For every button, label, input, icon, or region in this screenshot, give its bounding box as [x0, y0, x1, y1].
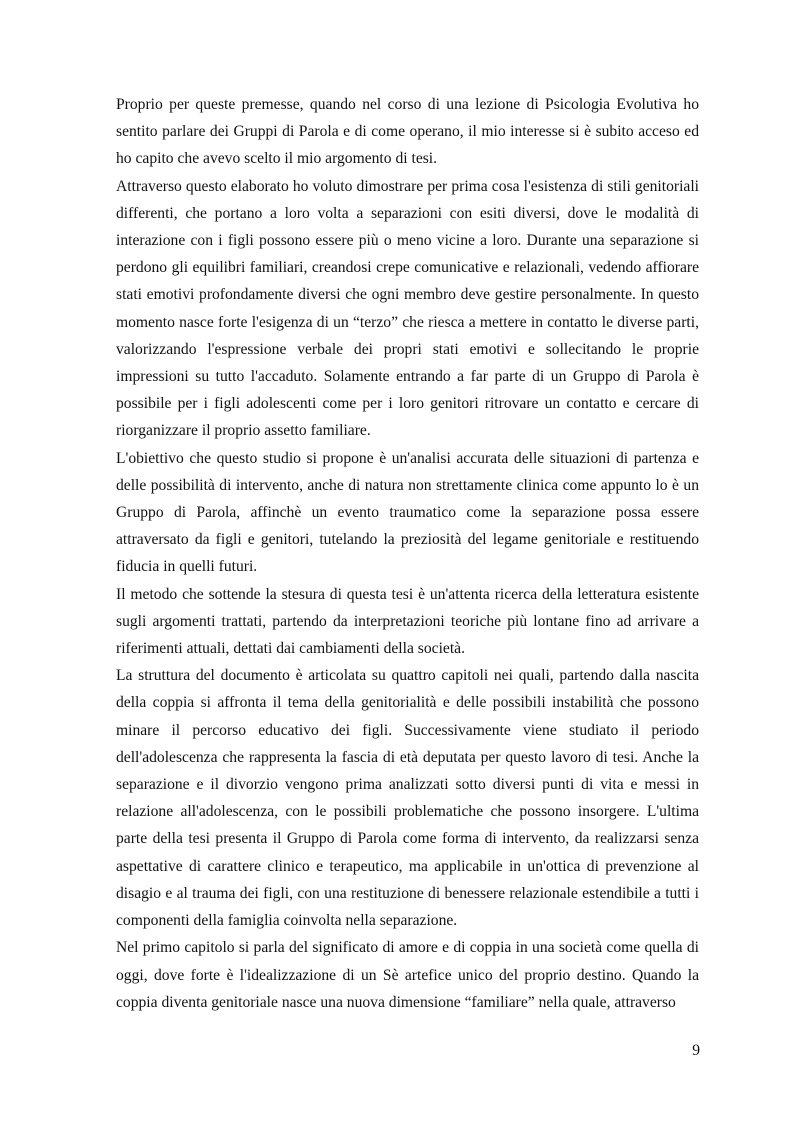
paragraph-premesse: Proprio per queste premesse, quando nel corso di una lezione di Psicologia Evolutiva ho sentito parlare dei Gruppi di Parola e di come operano, il mio interesse si è subito acceso ed ho capito che avevo scelto il mio argomento di tesi.: [116, 96, 699, 168]
paragraph-metodo: Il metodo che sottende la stesura di questa tesi è un'attenta ricerca della letteratura esistente sugli argomenti trattati, partendo da interpretazioni teoriche più lontane fino ad arrivare a riferimenti attuali, dettati dai cambiamenti della società.: [116, 585, 699, 658]
paragraph-primo-capitolo: Nel primo capitolo si parla del significato di amore e di coppia in una società come quella di oggi, dove forte è l'idealizzazione di un Sè artefice unico del proprio destino. Quando la coppia diventa genitoriale nasce una nuova dimensione “familiare” nella quale, attraverso: [116, 939, 699, 1011]
paragraph-elaborato: Attraverso questo elaborato ho voluto dimostrare per prima cosa l'esistenza di stili genitoriali differenti, che portano a loro volta a separazioni con esiti diversi, dove le modalità di interazione con i figli possono essere più o meno vicine a loro. Durante una separazione si perdono gli equilibri familiari, creandosi crepe comunicative e relazionali, vedendo affiorare stati emotivi profondamente diversi che ogni membro deve gestire personalmente. In questo momento nasce forte l'esigenza di un “terzo” che riesca a mettere in contatto le diverse parti, valorizzando l'espressione verbale dei propri stati emotivi e sollecitando le proprie impressioni su tutto l'accaduto. Solamente entrando a far parte di un Gruppo di Parola è possibile per i figli adolescenti come per i loro genitori ritrovare un contatto e cercare di riorganizzare il proprio assetto familiare.: [116, 177, 699, 440]
page-number: 9: [692, 1042, 700, 1059]
paragraph-obiettivo: L'obiettivo che questo studio si propone è un'analisi accurata delle situazioni di partenza e delle possibilità di intervento, anche di natura non strettamente clinica come appunto lo è un Gruppo di Parola, affinchè un evento traumatico come la separazione possa essere attraversato da figli e genitori, tutelando la preziosità del legame genitoriale e restituendo fiducia in quelli futuri.: [116, 449, 699, 576]
body-text: [116, 91, 699, 1016]
paragraph-struttura: La struttura del documento è articolata su quattro capitoli nei quali, partendo dalla nascita della coppia si affronta il tema della genitorialità e delle possibili instabilità che possono minare il percorso educativo dei figli. Successivamente viene studiato il periodo dell'adolescenza che rappresenta la fascia di età deputata per questo lavoro di tesi. Anche la separazione e il divorzio vengono prima analizzati sotto diversi punti di vita e messi in relazione all'adolescenza, con le possibili problematiche che possono insorgere. L'ultima parte della tesi presenta il Gruppo di Parola come forma di intervento, da realizzarsi senza aspettative di carattere clinico e terapeutico, ma applicabile in un'ottica di prevenzione al disagio e al trauma dei figli, con una restituzione di benessere relazionale estendibile a tutti i componenti della famiglia coinvolta nella separazione.: [116, 667, 699, 930]
